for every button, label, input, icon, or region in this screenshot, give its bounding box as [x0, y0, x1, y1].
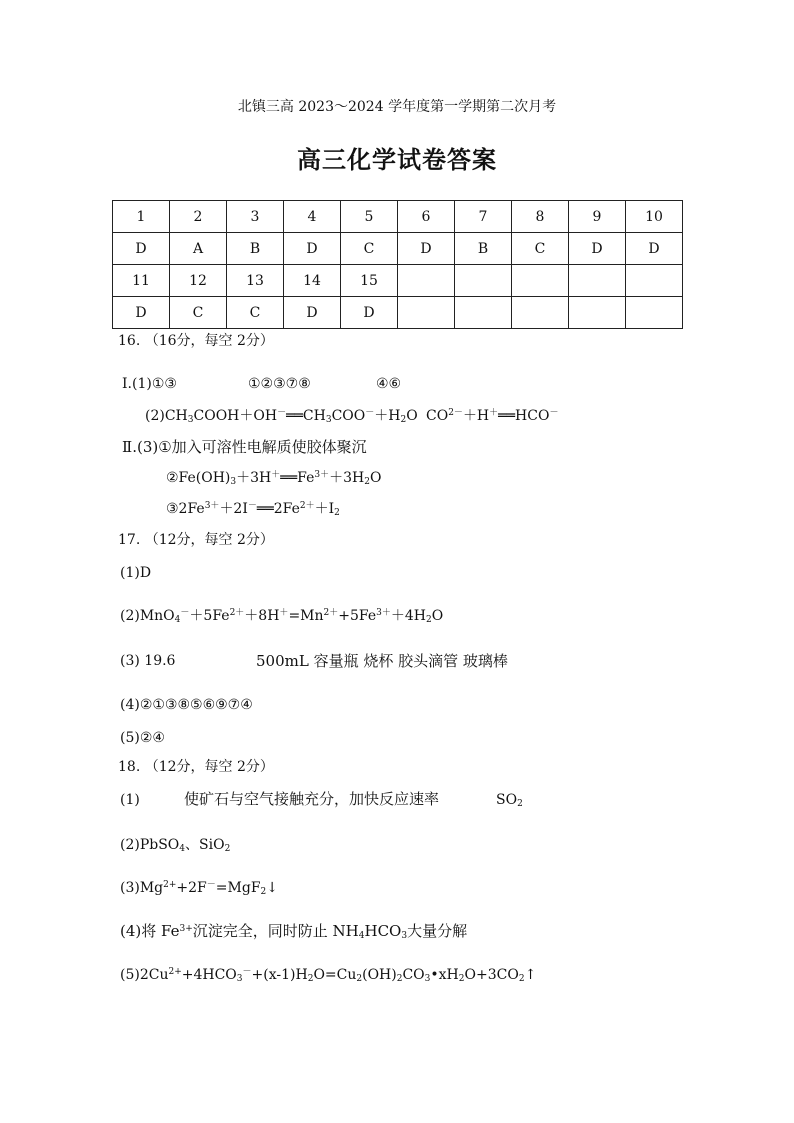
q17-answer-1: (1)D — [120, 565, 152, 581]
q16-equation-3c: $③2Fe^{3+}+2I^-══2Fe^{2+}+I_2$ — [166, 501, 340, 518]
table-cell: 5 — [341, 201, 398, 233]
table-cell: D — [398, 233, 455, 265]
q18-answer-3: $(3)Mg^{2+}+2F^-=MgF_2↓$ — [120, 880, 279, 897]
table-cell — [512, 297, 569, 329]
q18-equation-5: $(5)2Cu^{2+}+4HCO_3^-+(x-1)H_2O=Cu_2(OH)_2CO_3•xH_2O+3CO_2↑$ — [120, 967, 537, 984]
question-number-row — [113, 265, 683, 297]
q16-equation-3b: $②Fe(OH)_3+3H^+══Fe^{3+}+3H_2O$ — [166, 470, 382, 487]
table-cell: 1 — [113, 201, 170, 233]
q18-answer-4-prefix: (4)将 — [120, 922, 157, 940]
exam-subtitle: 北镇三高 2023～2024 学年度第一学期第二次月考 — [237, 99, 557, 115]
page-title: 高三化学试卷答案 — [297, 146, 497, 174]
table-cell: D — [113, 233, 170, 265]
table-cell: 11 — [113, 265, 170, 297]
q16-part1-line — [122, 375, 177, 393]
table-cell: B — [227, 233, 284, 265]
table-cell: 7 — [455, 201, 512, 233]
q16-heading: 16. （16分，每空 2分） — [118, 333, 274, 349]
table-cell — [569, 265, 626, 297]
q17-answer-4: (4)②①③⑧⑤⑥⑨⑦④ — [120, 697, 253, 713]
table-cell — [569, 297, 626, 329]
q16-answer-a: ①③ — [151, 376, 177, 392]
q16-eq-label: (2) — [145, 408, 165, 424]
table-cell: C — [170, 297, 227, 329]
table-cell — [398, 265, 455, 297]
table-cell — [626, 265, 683, 297]
q18-answer-4: (4)将 $Fe^{3+}$沉淀完全，同时防止 $NH_4HCO_3$大量分解 — [120, 922, 468, 941]
table-cell: 10 — [626, 201, 683, 233]
q16-answer-b: ①②③⑦⑧ — [248, 376, 311, 392]
table-cell: 6 — [398, 201, 455, 233]
q16-part2-line — [122, 438, 367, 456]
table-cell — [455, 265, 512, 297]
table-cell: B — [455, 233, 512, 265]
question-number-row — [113, 201, 683, 233]
table-cell: 3 — [227, 201, 284, 233]
q17-answer-5: (5)②④ — [120, 730, 165, 746]
table-cell — [512, 265, 569, 297]
table-cell: 14 — [284, 265, 341, 297]
answer-row — [113, 233, 683, 265]
table-cell — [455, 297, 512, 329]
table-cell: D — [113, 297, 170, 329]
table-cell: 2 — [170, 201, 227, 233]
q17-equation-2: $(2)MnO_4^-+5Fe^{2+}+8H^+=Mn^{2+}+5Fe^{3+}+4H_2O$ — [120, 608, 444, 625]
q16-equation-2b: $CO^{2-}+H^+══HCO^-$ — [426, 408, 559, 424]
table-cell: 15 — [341, 265, 398, 297]
q17-heading: 17. （12分，每空 2分） — [118, 532, 274, 548]
table-cell — [626, 297, 683, 329]
q18-answer-2: (2)PbSO$_4$、SiO$_2$ — [120, 837, 231, 854]
table-cell: 8 — [512, 201, 569, 233]
table-cell: D — [626, 233, 683, 265]
q18-answer-4-suffix: 沉淀完全，同时防止 — [192, 922, 328, 940]
table-cell: 13 — [227, 265, 284, 297]
answer-row — [113, 297, 683, 329]
table-cell: C — [341, 233, 398, 265]
q16-part2-text: ①加入可溶性电解质使胶体聚沉 — [158, 438, 367, 456]
table-cell: D — [341, 297, 398, 329]
answer-table — [112, 200, 683, 329]
q17-answer-3-value: (3) 19.6 — [120, 653, 176, 669]
table-cell: 12 — [170, 265, 227, 297]
table-cell: A — [170, 233, 227, 265]
table-cell: D — [284, 233, 341, 265]
q16-answer-c: ④⑥ — [376, 376, 402, 392]
q17-answer-3-tools: 500mL 容量瓶 烧杯 胶头滴管 玻璃棒 — [256, 652, 508, 670]
table-cell — [398, 297, 455, 329]
table-cell: D — [569, 233, 626, 265]
q16-equation-2a: $(2)CH_3COOH+OH^-══CH_3COO^-+H_2O$ — [145, 408, 418, 425]
q18-heading: 18. （12分，每空 2分） — [118, 759, 274, 775]
table-cell: 4 — [284, 201, 341, 233]
table-cell: D — [284, 297, 341, 329]
q16-part2-label: Ⅱ.(3) — [122, 438, 159, 456]
q18-answer-4-end: 大量分解 — [407, 922, 468, 940]
q16-part1-label: Ⅰ.(1) — [122, 376, 152, 392]
table-cell: C — [227, 297, 284, 329]
q18-answer-1-text: 使矿石与空气接触充分，加快反应速率 — [184, 790, 440, 808]
table-cell: C — [512, 233, 569, 265]
q18-answer-1-label: (1) — [120, 792, 140, 808]
table-cell: 9 — [569, 201, 626, 233]
q18-answer-1-gas: $SO_2$ — [496, 792, 523, 809]
